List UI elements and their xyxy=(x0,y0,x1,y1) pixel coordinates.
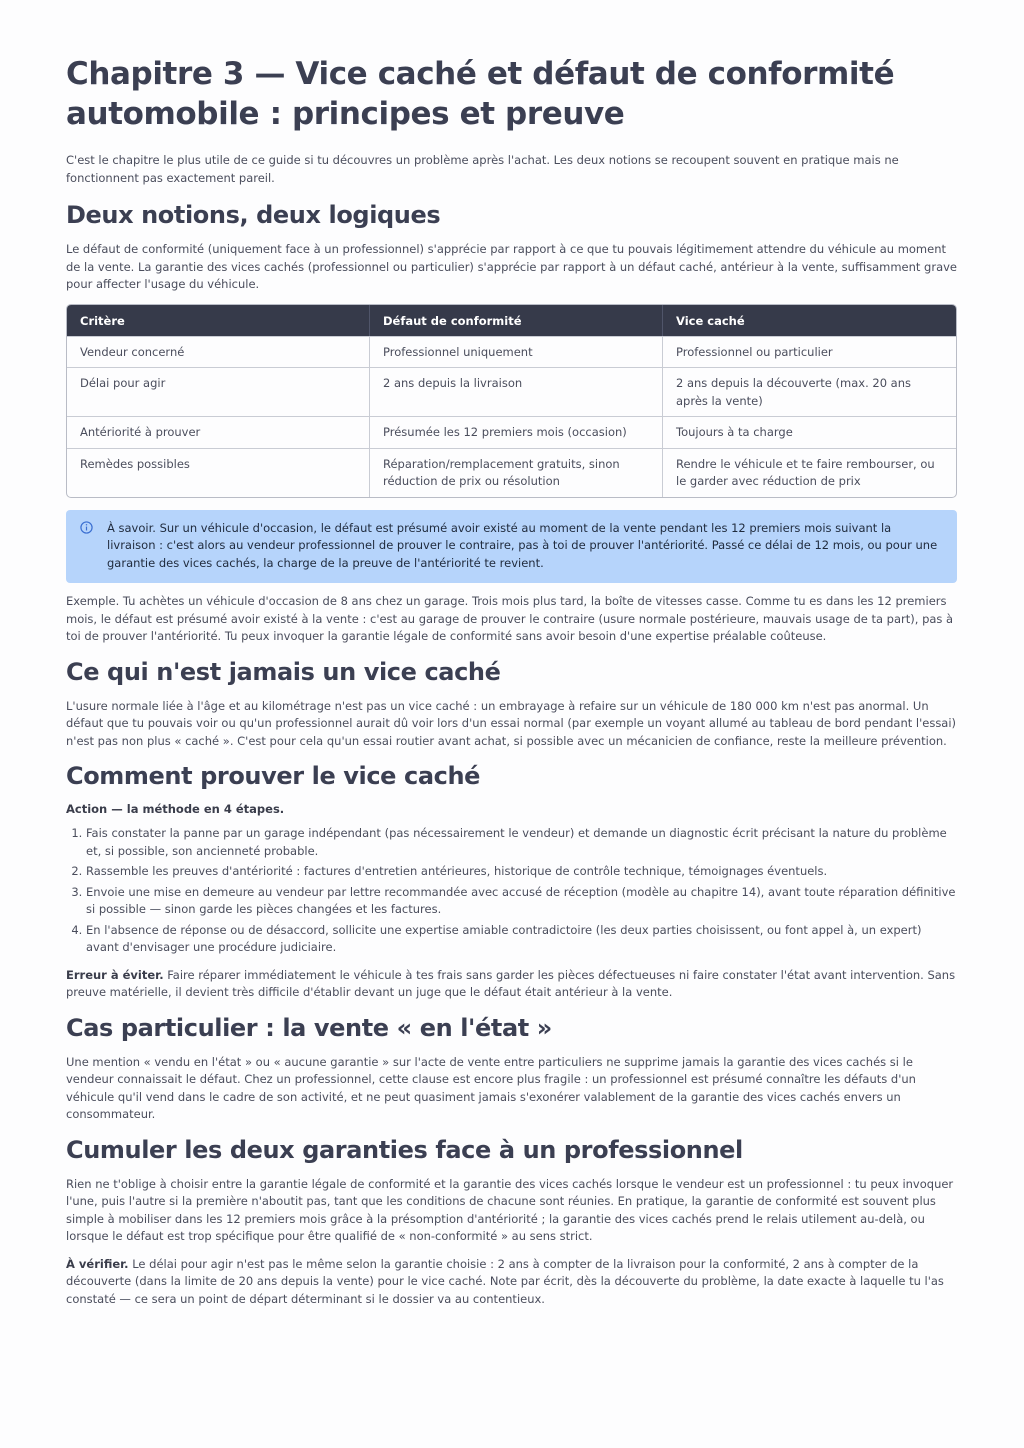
example-paragraph: Exemple. Tu achètes un véhicule d'occasion de 8 ans chez un garage. Trois mois plus tard, la boîte de vitesses casse. Comme tu es dans les 12 premiers mois, le défaut est présumé avoir existé à la vente : c'est au garage de prouver le contraire (usure normale postérieure, mauvais usage de ta part), pas à toi de prouver l'antériorité. Tu peux invoquer la garantie légale de conformité sans avoir besoin d'une expertise préalable coûteuse. xyxy=(66,594,954,643)
error-paragraph xyxy=(66,967,957,1002)
info-callout xyxy=(66,510,957,584)
section-paragraph: L'usure normale liée à l'âge et au kilométrage n'est pas un vice caché : un embrayage à refaire sur un véhicule de 180 000 km n'est pas anormal. Un défaut que tu pouvais voir ou qu'un professionnel aurait dû voir lors d'un essai normal (par exemple un voyant allumé au tableau de bord pendant l'essai) n'est pas non plus « caché ». C'est pour cela qu'un essai routier avant achat, si possible avec un mécanicien de confiance, reste la meilleure prévention. xyxy=(66,698,957,748)
table-cell: Professionnel uniquement xyxy=(369,336,662,368)
list-item: 4. En l'absence de réponse ou de désaccord, sollicite une expertise amiable contradictoire (les deux parties choisissent, ou font appel à, un expert) avant d'envisager une procédure judiciaire. xyxy=(86,922,957,957)
steps-list xyxy=(66,825,957,957)
list-item: 2. Rassemble les preuves d'antériorité : factures d'entretien antérieures, historique de contrôle technique, témoignages éventuels. xyxy=(86,863,957,881)
callout-text: À savoir. Sur un véhicule d'occasion, le défaut est présumé avoir existé au moment de la vente pendant les 12 premiers mois suivant la livraison : c'est alors au vendeur professionnel de prouver le contraire, pas à toi de prouver l'antériorité. Passé ce délai de 12 mois, ou pour une garantie des vices cachés, la charge de la preuve de l'antériorité te revient. xyxy=(107,520,938,570)
table-cell: Toujours à ta charge xyxy=(662,416,956,448)
table-row xyxy=(67,448,956,497)
column-header: Vice caché xyxy=(662,305,956,336)
table-row xyxy=(67,367,956,416)
verify-paragraph xyxy=(66,1256,957,1309)
verify-text: Le délai pour agir n'est pas le même selon la garantie choisie : 2 ans à compter de la livraison pour la conformité, 2 ans à compter de la découverte (dans la limite de 20 ans depuis la vente) pour le vice caché. Note par écrit, dès la découverte du problème, la date exacte à laquelle tu l'as constaté — ce sera un point de départ déterminant si le dossier va au contentieux. xyxy=(66,1256,944,1306)
column-header: Défaut de conformité xyxy=(369,305,662,336)
table-cell: Présumée les 12 premiers mois (occasion) xyxy=(369,416,662,448)
section-heading-en-l-etat: Cas particulier : la vente « en l'état » xyxy=(66,1013,552,1042)
table-cell: Remèdes possibles xyxy=(67,448,369,497)
page-title: Chapitre 3 — Vice caché et défaut de conformité automobile : principes et preuve xyxy=(66,56,895,132)
list-item: 3. Envoie une mise en demeure au vendeur par lettre recommandée avec accusé de réception (modèle au chapitre 14), avant toute réparation définitive si possible — sinon garde les pièces changées et les factures. xyxy=(86,884,957,919)
table-cell: 2 ans depuis la découverte (max. 20 ans après la vente) xyxy=(662,367,956,416)
table-cell: Délai pour agir xyxy=(67,367,369,416)
action-label: Action — la méthode en 4 étapes. xyxy=(66,802,285,816)
section-heading-jamais-vice-cache: Ce qui n'est jamais un vice caché xyxy=(66,657,501,686)
section-heading-cumuler: Cumuler les deux garanties face à un professionnel xyxy=(66,1135,743,1164)
intro-paragraph: C'est le chapitre le plus utile de ce guide si tu découvres un problème après l'achat. Les deux notions se recoupent souvent en pratique mais ne fonctionnent pas exactement pareil. xyxy=(66,153,899,185)
section-paragraph: Rien ne t'oblige à choisir entre la garantie légale de conformité et la garantie des vices cachés lorsque le vendeur est un professionnel : tu peux invoquer l'une, puis l'autre si la première n'aboutit pas, tant que les conditions de chacune sont réunies. En pratique, la garantie de conformité est souvent plus simple à mobiliser dans les 12 premiers mois grâce à la présomption d'antériorité ; la garantie des vices cachés prend le relais utilement au-delà, ou lorsque le défaut est trop spécifique pour être qualifié de « non-conformité » au sens strict. xyxy=(66,1176,954,1243)
table-cell: Rendre le véhicule et te faire rembourser, ou le garder avec réduction de prix xyxy=(662,448,956,497)
verify-label: À vérifier. xyxy=(66,1256,129,1271)
table-cell: 2 ans depuis la livraison xyxy=(369,367,662,416)
info-icon xyxy=(80,521,93,534)
error-label: Erreur à éviter. xyxy=(66,967,164,982)
table-cell: Antériorité à prouver xyxy=(67,416,369,448)
section-heading-prouver: Comment prouver le vice caché xyxy=(66,762,481,790)
table-cell: Réparation/remplacement gratuits, sinon réduction de prix ou résolution xyxy=(369,448,662,497)
error-text: Faire réparer immédiatement le véhicule à tes frais sans garder les pièces défectueuses ni faire constater l'état avant intervention. Sans preuve matérielle, il devient très difficile d'établir devant un juge que le défaut était antérieur à la vente. xyxy=(66,967,956,999)
table-header-row xyxy=(67,305,956,336)
section-paragraph: Une mention « vendu en l'état » ou « aucune garantie » sur l'acte de vente entre particuliers ne supprime jamais la garantie des vices cachés si le vendeur connaissait le défaut. Chez un professionnel, cette clause est encore plus fragile : un professionnel est présumé connaître les défauts d'un véhicule qu'il vend dans le cadre de son activité, et ne peut quasiment jamais s'exonérer valablement de la garantie des vices cachés envers un consommateur. xyxy=(66,1054,916,1121)
section-paragraph: Le défaut de conformité (uniquement face à un professionnel) s'apprécie par rapport à ce que tu pouvais légitimement attendre du véhicule au moment de la vente. La garantie des vices cachés (professionnel ou particulier) s'apprécie par rapport à un défaut caché, antérieur à la vente, suffisamment grave pour affecter l'usage du véhicule. xyxy=(66,242,958,291)
comparison-table xyxy=(66,304,957,498)
table-cell: Vendeur concerné xyxy=(67,336,369,368)
table-row xyxy=(67,416,956,448)
table-cell: Professionnel ou particulier xyxy=(662,336,956,368)
section-heading-deux-notions: Deux notions, deux logiques xyxy=(66,201,441,229)
table-row xyxy=(67,336,956,368)
column-header: Critère xyxy=(67,305,369,336)
list-item: 1. Fais constater la panne par un garage indépendant (pas nécessairement le vendeur) et demande un diagnostic écrit précisant la nature du problème et, si possible, son ancienneté probable. xyxy=(86,825,957,860)
